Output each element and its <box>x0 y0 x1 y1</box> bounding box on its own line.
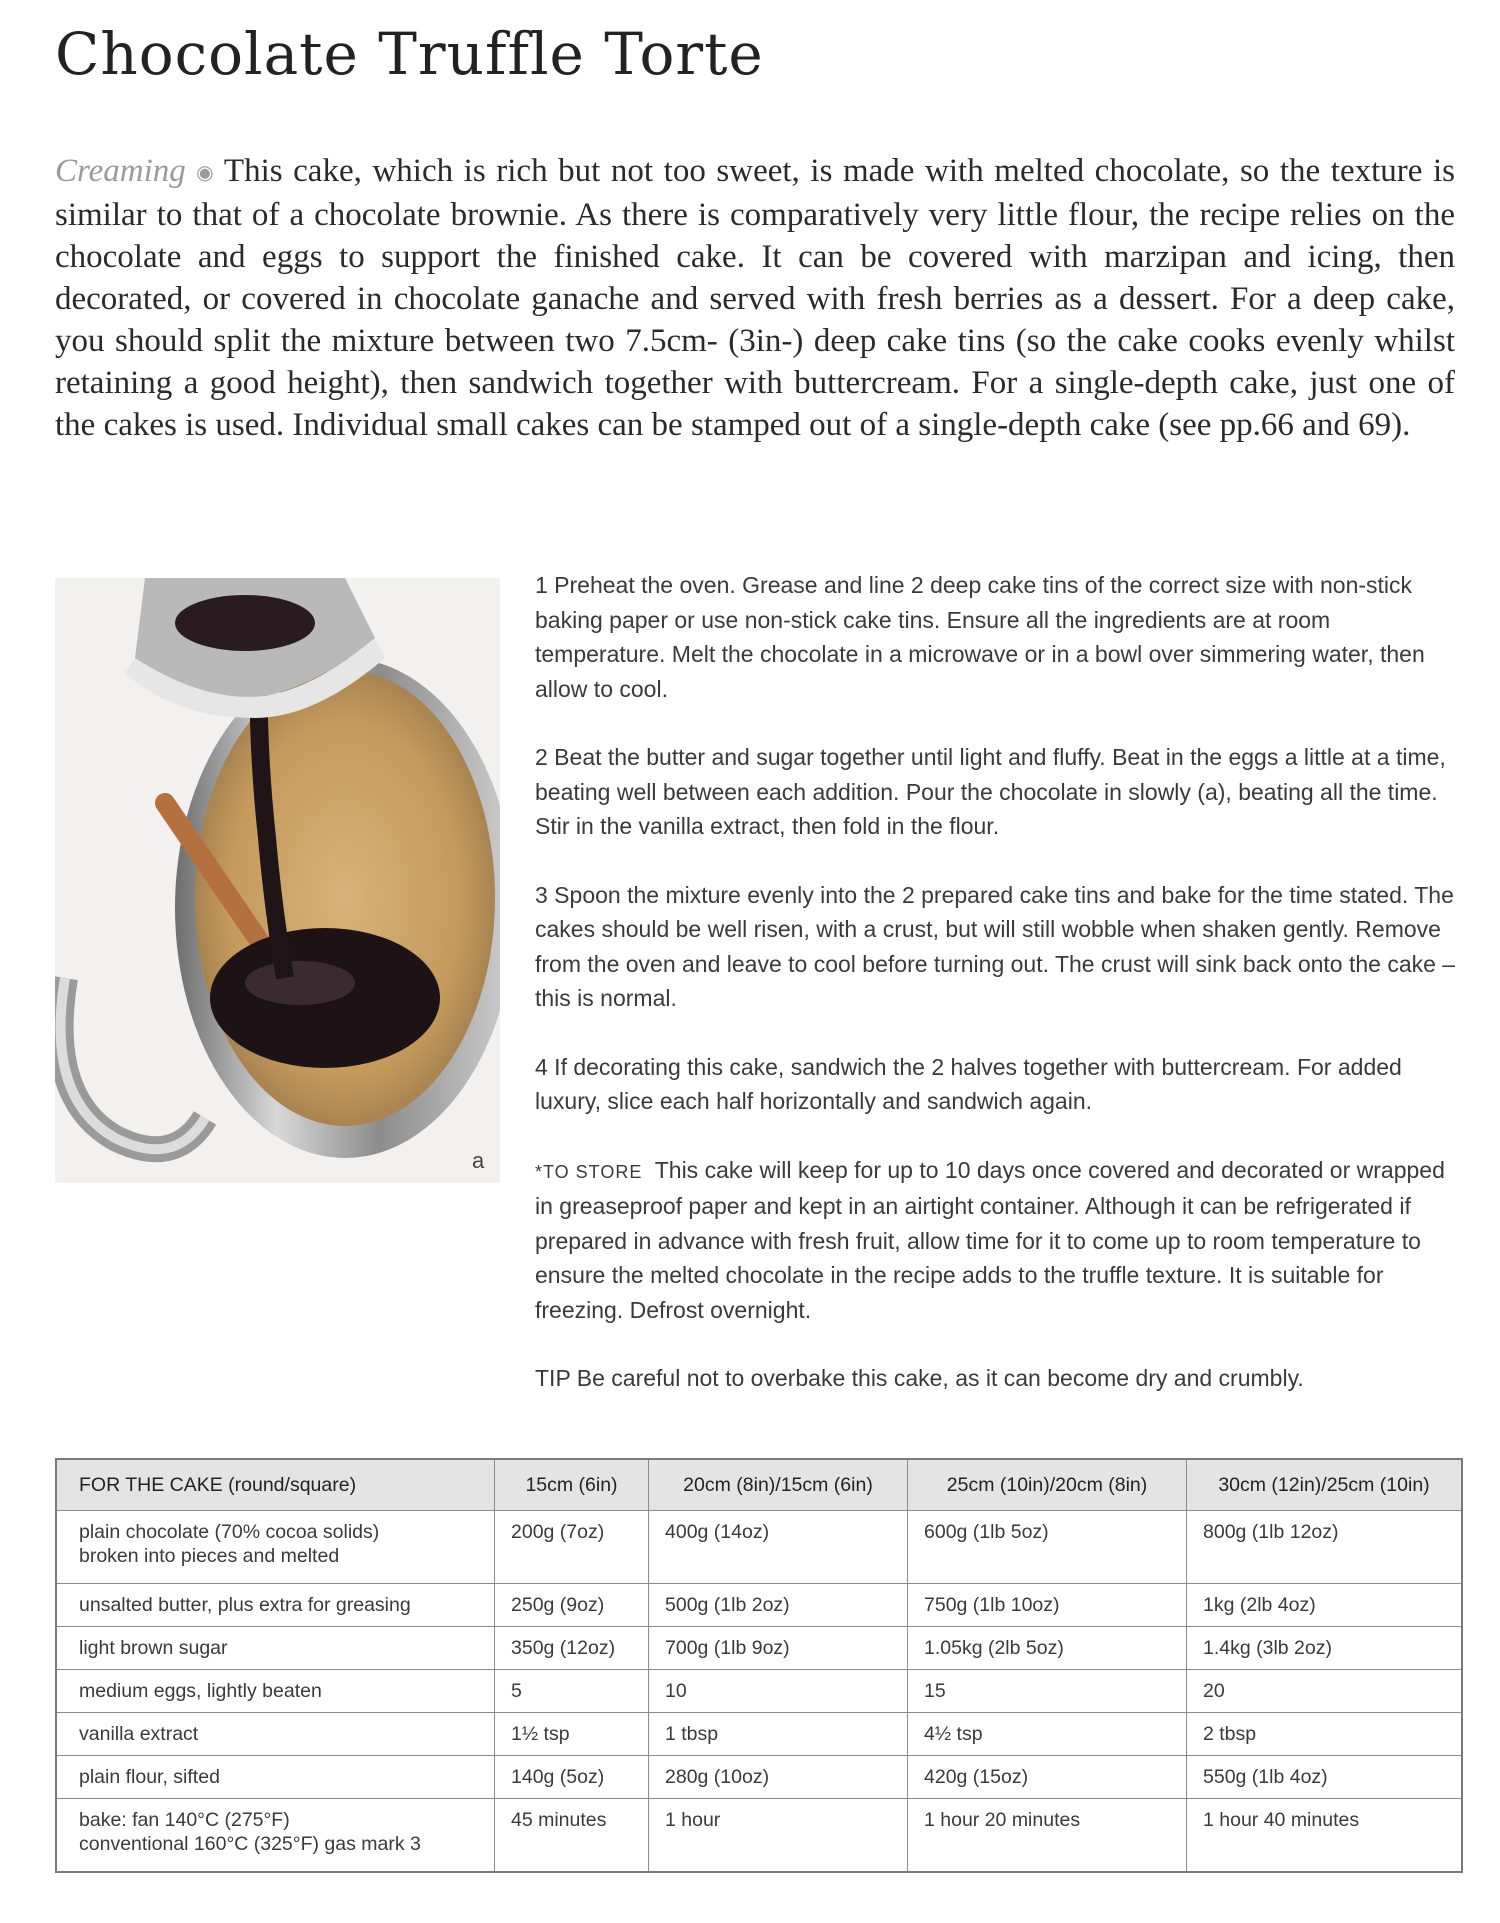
quantity-cell: 1½ tsp <box>495 1713 649 1756</box>
step-4: 4 If decorating this cake, sandwich the 2 halves together with buttercream. For added luxury, slice each half horizontally and sandwich again. <box>535 1053 1402 1114</box>
figure-label: a <box>472 1148 485 1173</box>
quantity-cell: 1 hour 40 minutes <box>1187 1799 1463 1873</box>
quantity-cell: 4½ tsp <box>908 1713 1187 1756</box>
table-header-size: 30cm (12in)/25cm (10in) <box>1187 1459 1463 1511</box>
quantity-cell: 15 <box>908 1670 1187 1713</box>
mixing-bowl-photo <box>55 578 500 1183</box>
quantity-cell: 140g (5oz) <box>495 1756 649 1799</box>
ingredient-cell: unsalted butter, plus extra for greasing <box>56 1584 495 1627</box>
ingredient-cell: plain flour, sifted <box>56 1756 495 1799</box>
ingredient-cell: plain chocolate (70% cocoa solids) broken into pieces and melted <box>56 1511 495 1584</box>
quantity-cell: 800g (1lb 12oz) <box>1187 1511 1463 1584</box>
storage-note <box>535 1153 1465 1328</box>
table-header-row <box>56 1459 1462 1511</box>
quantity-cell: 1 tbsp <box>649 1713 908 1756</box>
recipe-title: Chocolate Truffle Torte <box>55 20 764 88</box>
quantity-cell: 750g (1lb 10oz) <box>908 1584 1187 1627</box>
table-row <box>56 1756 1462 1799</box>
tip-note: TIP Be careful not to overbake this cake, as it can become dry and crumbly. <box>535 1365 1304 1391</box>
quantity-cell: 1.05kg (2lb 5oz) <box>908 1627 1187 1670</box>
quantity-cell: 500g (1lb 2oz) <box>649 1584 908 1627</box>
storage-text: This cake will keep for up to 10 days once covered and decorated or wrapped in greaseproof paper and kept in an airtight container. Although it can be refrigerated if prepared in advance with fresh fruit, allow time for it to come up to room temperature to ensure the melted chocolate in the recipe adds to the truffle texture. It is suitable for freezing. Defrost overnight. <box>535 1156 1445 1323</box>
table-row <box>56 1713 1462 1756</box>
quantity-cell: 1 hour 20 minutes <box>908 1799 1187 1873</box>
ingredient-cell: light brown sugar <box>56 1627 495 1670</box>
quantity-cell: 1 hour <box>649 1799 908 1873</box>
table-row <box>56 1670 1462 1713</box>
quantity-cell: 700g (1lb 9oz) <box>649 1627 908 1670</box>
table-row <box>56 1511 1462 1584</box>
storage-label: *TO STORE <box>535 1161 643 1182</box>
method-label: Creaming <box>55 153 186 189</box>
ingredient-cell: medium eggs, lightly beaten <box>56 1670 495 1713</box>
quantity-cell: 400g (14oz) <box>649 1511 908 1584</box>
quantity-cell: 45 minutes <box>495 1799 649 1873</box>
quantity-cell: 1.4kg (3lb 2oz) <box>1187 1627 1463 1670</box>
table-header-size: 15cm (6in) <box>495 1459 649 1511</box>
quantity-cell: 600g (1lb 5oz) <box>908 1511 1187 1584</box>
quantity-cell: 280g (10oz) <box>649 1756 908 1799</box>
bullet-icon: ◉ <box>193 162 216 185</box>
quantity-cell: 20 <box>1187 1670 1463 1713</box>
quantity-cell: 200g (7oz) <box>495 1511 649 1584</box>
ingredient-cell: vanilla extract <box>56 1713 495 1756</box>
table-header-size: 20cm (8in)/15cm (6in) <box>649 1459 908 1511</box>
method-steps <box>535 568 1465 1430</box>
table-header-ingredient: FOR THE CAKE (round/square) <box>56 1459 495 1511</box>
quantity-cell: 420g (15oz) <box>908 1756 1187 1799</box>
step-3: 3 Spoon the mixture evenly into the 2 prepared cake tins and bake for the time stated. The cakes should be well risen, with a crust, but will still wobble when shaken gently. Remove from the oven and leave to cool before turning out. The crust will sink back onto the cake – this is normal. <box>535 881 1456 1011</box>
ingredients-table <box>55 1458 1463 1873</box>
quantity-cell: 350g (12oz) <box>495 1627 649 1670</box>
table-row <box>56 1627 1462 1670</box>
ingredient-cell: bake: fan 140°C (275°F) conventional 160°C (325°F) gas mark 3 <box>56 1799 495 1873</box>
step-1: 1 Preheat the oven. Grease and line 2 deep cake tins of the correct size with non-stick baking paper or use non-stick cake tins. Ensure all the ingredients are at room temperature. Melt the chocolate in a microwave or in a bowl over simmering water, then allow to cool. <box>535 572 1425 702</box>
quantity-cell: 250g (9oz) <box>495 1584 649 1627</box>
quantity-cell: 2 tbsp <box>1187 1713 1463 1756</box>
quantity-cell: 550g (1lb 4oz) <box>1187 1756 1463 1799</box>
table-header-size: 25cm (10in)/20cm (8in) <box>908 1459 1187 1511</box>
quantity-cell: 10 <box>649 1670 908 1713</box>
intro-text: This cake, which is rich but not too sweet, is made with melted chocolate, so the texture is similar to that of a chocolate brownie. As there is comparatively very little flour, the recipe relies on the chocolate and eggs to support the finished cake. It can be covered with marzipan and icing, then decorated, or covered in chocolate ganache and served with fresh berries as a dessert. For a deep cake, you should split the mixture between two 7.5cm- (3in-) deep cake tins (so the cake cooks evenly whilst retaining a good height), then sandwich together with buttercream. For a single-depth cake, just one of the cakes is used. Individual small cakes can be stamped out of a single-depth cake (see pp.66 and 69). <box>55 153 1455 444</box>
quantity-cell: 1kg (2lb 4oz) <box>1187 1584 1463 1627</box>
ingredients-table-container <box>55 1458 1463 1873</box>
table-row <box>56 1584 1462 1627</box>
quantity-cell: 5 <box>495 1670 649 1713</box>
step-2: 2 Beat the butter and sugar together until light and fluffy. Beat in the eggs a little at a time, beating well between each addition. Pour the chocolate in slowly (a), beating all the time. Stir in the vanilla extract, then fold in the flour. <box>535 744 1446 839</box>
table-row <box>56 1799 1462 1873</box>
intro-paragraph <box>55 150 1455 446</box>
